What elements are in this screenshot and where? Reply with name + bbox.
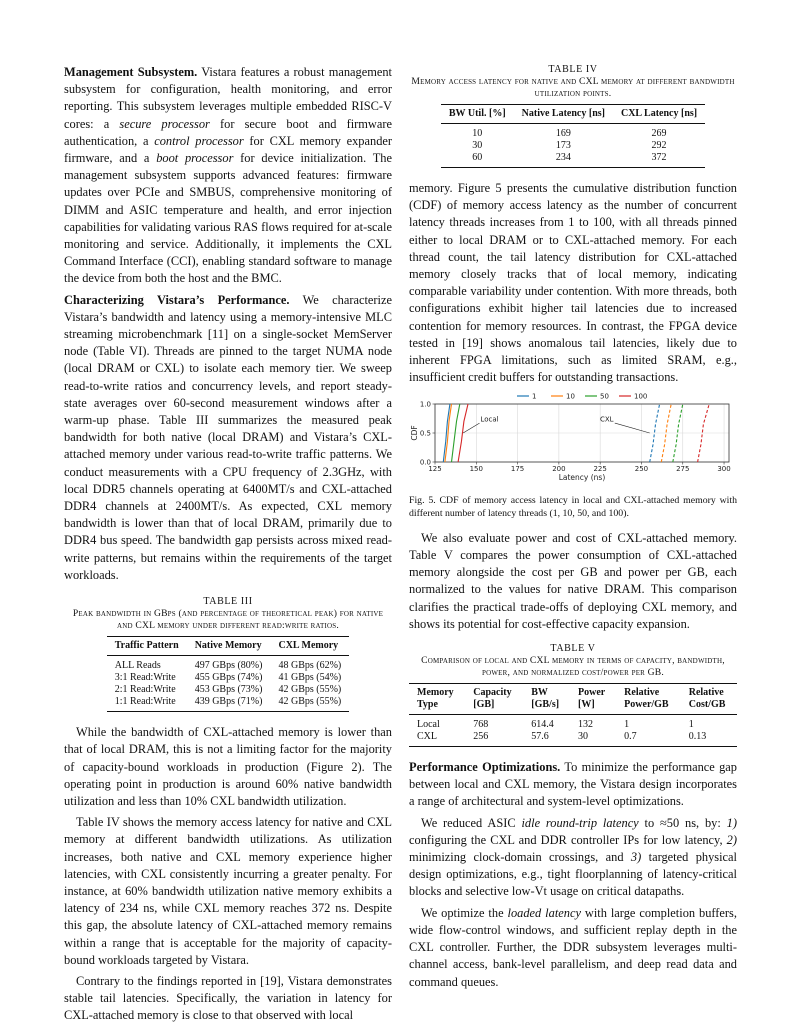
header-line: Type [417,699,438,711]
table-cell: 173 [555,140,571,151]
x-tick-label: 200 [552,465,566,474]
table-row [441,140,705,152]
emphasis: 2) [726,832,737,847]
table-cell: 1 [624,719,630,731]
paragraph-cdf-discussion: memory. Figure 5 presents the cumulative distribution function (CDF) of memory access latency as the number of concurrent latency threads increases from 1 to 100, with all threads pinned either to local DRAM or to CXL-attached memory. For each thread count, the tail latency distribution for CXL-attached memory closely tracks that of local memory, indicating comparable variability under contention. With more threads, both configurations exhibit higher tail latencies due to increased contention for memory resources. In contrast, the FPGA device tested in [19] shows anomalous tail latencies, likely due to inherent FPGA limitations, such as limited SRAM, e.g., insufficient credit buffers for outstanding transactions. [409,181,737,385]
table-number: TABLE III [203,596,253,608]
text-run: We optimize the [421,905,508,920]
table-cell: 10 [472,128,483,139]
table-4 [409,64,737,168]
table-cell: 372 [613,152,705,168]
table-row [409,731,737,747]
table-cell: 768 [473,719,489,731]
table-cell: 269 [651,128,667,139]
emphasis: control processor [154,133,244,148]
table-cell: 60 [441,152,514,168]
emphasis: idle round-trip latency [521,815,639,830]
text-run: with large completion buffers, wide flow-control windows, and sufficient replay depth in the CXL controller. Further, the DDR subsystem leverages multi-channel access, bank-level parallelism, and deep read data and command queues. [409,905,737,989]
table-cell: 497 GBps (80%) [194,660,263,672]
emphasis: 1) [726,815,737,830]
table-cell: 132 [578,719,594,731]
paragraph-latency-discussion: Table IV shows the memory access latency for native and CXL memory at different bandwidth utilizations. As utilization increases, both native and CXL memory experience higher latencies, with CXL consistently incurring a greater penalty. For instance, at 60% bandwidth utilization native memory exhibits a latency of 234 ns, while CXL memory reaches 372 ns. Despite this gap, the absolute latency of CXL-attached memory remains within a range that is acceptable for the majority of capacity-bound workloads targeted by Vistara. [64,815,392,967]
header-line: Relative [624,687,660,699]
paragraph-idle-latency [409,815,737,901]
column-header [681,684,737,715]
right-column [409,64,737,995]
text-run: minimizing clock-domain crossings, and [409,850,631,865]
x-tick-label: 250 [634,465,649,474]
paragraph-tail-latency: Contrary to the findings reported in [19], Vistara demonstrates stable tail latencies. Specifically, the variation in latency for CXL-attached memory is close to that observed with local [64,973,392,1023]
table-cell: 57.6 [523,731,570,747]
column-header: Native Latency [ns] [514,105,613,124]
header-line: Power/GB [624,699,669,711]
table-cell: 41 GBps (54%) [278,672,342,684]
figure-5 [409,390,737,519]
emphasis: secure processor [119,116,210,131]
text-run: for CXL memory expander firmware, and a [64,133,393,166]
table-row [107,696,350,712]
header-line: [W] [578,699,595,711]
header-line: [GB/s] [531,699,560,711]
legend-label: 50 [600,392,609,401]
header-line: Capacity [473,687,512,699]
column-header: Traffic Pattern [107,637,187,656]
y-tick-label: 1.0 [419,400,431,409]
table-cell: 292 [651,140,667,151]
latency-table [441,104,705,168]
header-line: Cost/GB [688,699,726,711]
text-run: configuring the CXL and DDR controller IPs for low latency, [409,832,727,847]
table-cell: 169 [555,128,571,139]
table-row [441,124,705,141]
column-header [465,684,523,715]
table-cell: 614.4 [531,719,554,731]
header-line: BW [531,687,548,699]
paragraph-power-cost: We also evaluate power and cost of CXL-attached memory. Table V compares the power consumption of CXL-attached memory alongside the cost per GB and power per GB, each normalized to the values for native DRAM. This comparison clarifies the practical trade-offs of deploying CXL memory, and shows its potential for cost-effective capacity expansion. [409,530,737,631]
table-row [409,715,737,732]
y-axis-label: CDF [410,425,419,442]
annotation-label-local: Local [480,416,499,425]
y-tick-label: 0.0 [419,458,431,467]
table-row [107,672,350,684]
column-header: CXL Memory [270,637,349,656]
column-header [409,684,465,715]
column-header [616,684,681,715]
figure-caption: Fig. 5. CDF of memory access latency in local and CXL-attached memory with different number of latency threads (1, 10, 50, and 100). [409,495,737,519]
table-cell: 42 GBps (55%) [278,684,342,696]
run-in-heading: Characterizing Vistara’s Performance. [64,292,290,307]
legend-label: 1 [532,392,537,401]
run-in-heading: Performance Optimizations. [409,760,561,775]
table-cell: 234 [514,152,613,168]
text-run: for secure boot and firmware authentication, a [64,116,393,148]
cdf-chart [409,390,737,488]
table-cell: 42 GBps (55%) [270,696,349,712]
emphasis: boot processor [156,151,234,166]
bandwidth-table [107,636,350,712]
power-cost-table [409,683,737,747]
column-header [523,684,570,715]
table-caption [409,643,737,679]
table-cell: 48 GBps (62%) [278,660,342,672]
x-tick-label: 150 [469,465,483,474]
annotation-arrow-cxl [615,424,650,434]
table-number: TABLE V [550,643,596,655]
table-cell: 256 [465,731,523,747]
table-5 [409,643,737,747]
legend-label: 100 [634,392,648,401]
table-number: TABLE IV [548,64,598,75]
left-column [64,64,392,1029]
x-tick-label: 175 [510,465,525,474]
table-caption [409,64,737,100]
table-cell: 439 GBps (71%) [187,696,271,712]
x-tick-label: 125 [428,465,442,474]
text-run: for device initialization. The management subsystem supports advanced features: firmware updates over PCIe and SMBUS, comprehensive monitoring of DIMM and ASIC temperature and health, and error injection capabilities for validating various RAS flows required for at-scale monitoring and service. Additionally, it implements the CXL Command Interface (CCI), enabling standard software to manage the device from both the host and the BMC. [64,151,393,286]
paragraph-bandwidth-discussion: While the bandwidth of CXL-attached memory is lower than that of local DRAM, this is not a limiting factor for the majority of capacity-bound workloads in production (Figure 2). The operating point in production is around 60% native bandwidth utilization and less than 10% CXL bandwidth utilization. [64,725,392,808]
table-cell: 453 GBps (73%) [194,684,263,696]
legend-label: 10 [566,392,575,401]
table-cell: 30 [472,140,483,151]
table-cell: 1 [688,719,694,731]
table-cell: 30 [570,731,616,747]
table-caption [64,596,392,632]
column-header: Native Memory [187,637,271,656]
table-cell: 1:1 Read:Write [107,696,187,712]
text-run: We reduced ASIC [421,815,522,830]
table-row [107,656,350,673]
table-cell: 0.13 [681,731,737,747]
emphasis: 3) [630,850,642,865]
table-caption-text: Memory access latency for native and CXL memory at different bandwidth utilization points. [411,76,735,99]
table-row [107,684,350,696]
paragraph-loaded-latency [409,905,737,991]
header-line: [GB] [473,699,495,711]
emphasis: loaded latency [507,905,581,920]
table-cell: CXL [409,731,465,747]
run-in-heading: Management Subsystem. [64,65,198,79]
table-cell: 455 GBps (74%) [194,672,263,684]
table-cell: Local [417,719,440,731]
table-cell: ALL Reads [114,660,161,672]
annotation-arrow-local [463,424,479,434]
header-line: Memory [417,687,454,699]
column-header: CXL Latency [ns] [613,105,705,124]
table-caption-text: Peak bandwidth in GBps (and percentage of theoretical peak) for native and CXL memory under different read:write ratios. [72,608,384,632]
table-cell: 0.7 [616,731,681,747]
x-tick-label: 225 [593,465,607,474]
table-row [441,152,705,168]
x-tick-label: 300 [717,465,731,474]
text-run: We characterize Vistara’s bandwidth and latency using a memory-intensive MLC streaming microbenchmark [11] on a single-socket MemServer node (Table VI). Threads are pinned to the target NUMA node (local DRAM or CXL) to isolate each memory tier. We sweep read-to-write ratios and concurrency levels, and report steady-state averages over 60-second measurement windows after a warm-up phase. Table III summarizes the measured peak bandwidth for both native (local DRAM) and Vistara’s CXL-attached memory under various read-to-write traffic patterns. We conduct measurements with a CPU frequency of 2.3GHz, with local DDR5 channels operating at 6400MT/s and CXL-attached DDR4 channels at 2400MT/s. As expected, CXL memory bandwidth is lower than that of local DRAM, primarily due to DDR4 bus speed. The bandwidth gap persists across mixed read-write patterns, but remains within the requirements of the target workloads. [64,292,392,582]
annotation-label-cxl: CXL [599,416,614,425]
column-header [570,684,616,715]
text-run: to ≈50 ns, by: [638,815,727,830]
paragraph-management-subsystem [64,64,392,288]
text-run: Vistara features a robust management subsystem for configuration, health monitoring, and error reporting. This subsystem leverages multiple embedded RISC-V cores: a [64,65,392,131]
paragraph-performance-optimizations [409,759,737,811]
table-3 [64,596,392,712]
paragraph-characterizing-performance [64,292,392,584]
table-caption-text: Comparison of local and CXL memory in terms of capacity, bandwidth, power, and normalized cost/power per GB. [421,655,725,679]
header-line: Relative [688,687,724,699]
header-line: Power [578,687,606,699]
table-cell: 3:1 Read:Write [114,672,176,684]
y-tick-label: 0.5 [419,429,431,438]
x-tick-label: 275 [676,465,690,474]
x-axis-label: Latency (ns) [558,473,606,483]
text-run: targeted physical design optimizations, e.g., tight floorplanning of latency-critical blocks and selective low-Vt usage on critical datapaths. [409,850,737,899]
table-cell: 2:1 Read:Write [114,684,176,696]
text-run: To minimize the performance gap between local and CXL memory, the Vistara design incorporates a range of architectural and system-level optimizations. [409,760,737,809]
column-header: BW Util. [%] [441,105,514,124]
